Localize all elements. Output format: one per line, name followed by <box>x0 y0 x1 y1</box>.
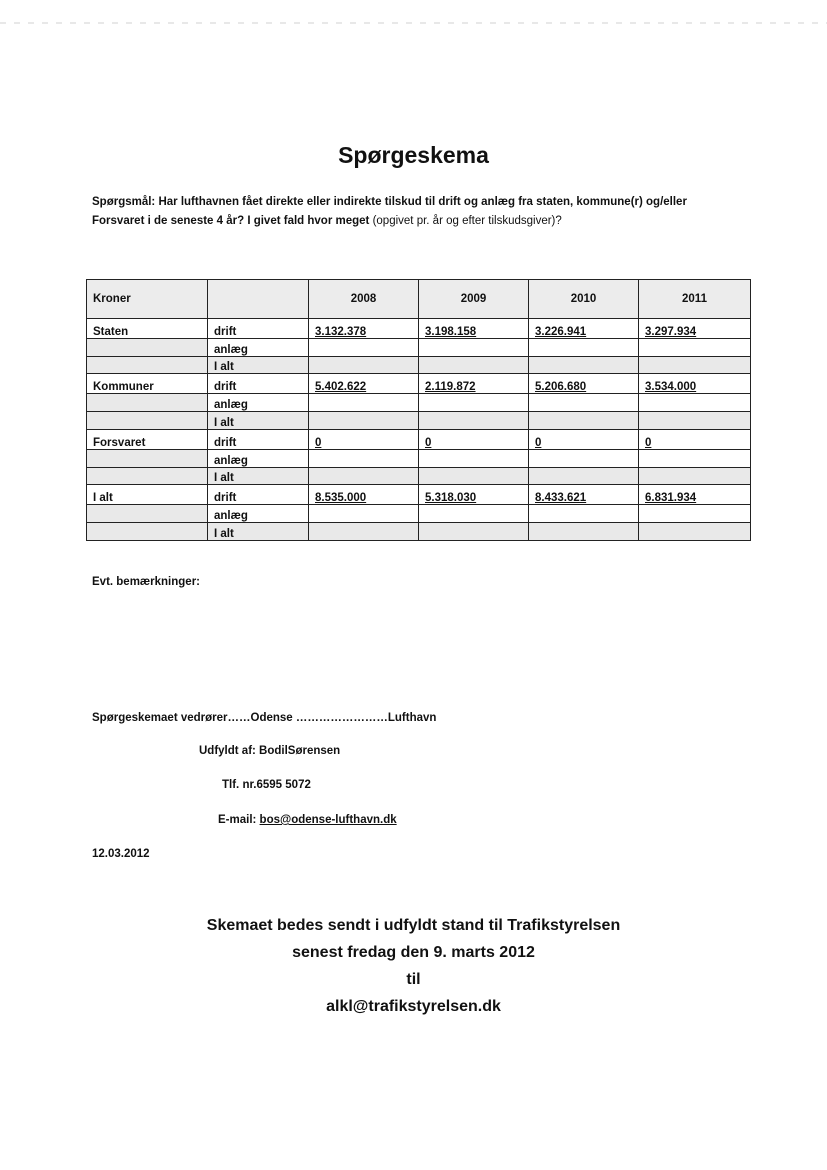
table-cell: 3.132.378 <box>309 318 419 338</box>
page-title: Spørgeskema <box>338 142 489 168</box>
table-row <box>87 338 751 356</box>
footer-email: alkl@trafikstyrelsen.dk <box>326 998 501 1015</box>
row-group-label: I alt <box>87 485 208 505</box>
table-cell: 3.226.941 <box>529 318 639 338</box>
table-cell <box>529 412 639 430</box>
table-cell <box>309 449 419 467</box>
row-type-label: I alt <box>208 523 309 541</box>
table-cell: 5.206.680 <box>529 374 639 394</box>
table-row <box>87 449 751 467</box>
table-cell <box>529 523 639 541</box>
table-cell <box>639 412 751 430</box>
table-header-row <box>87 280 751 319</box>
row-type-label: drift <box>208 429 309 449</box>
header-blank <box>208 280 309 319</box>
table-cell <box>419 467 529 485</box>
row-type-label: anlæg <box>208 449 309 467</box>
table-row <box>87 467 751 485</box>
table-cell <box>309 505 419 523</box>
remarks-label: Evt. bemærkninger: <box>92 576 200 588</box>
table-cell <box>419 394 529 412</box>
table-cell <box>419 356 529 374</box>
table-cell <box>419 505 529 523</box>
row-group-label: Staten <box>87 318 208 338</box>
table-cell <box>309 356 419 374</box>
row-type-label: drift <box>208 485 309 505</box>
row-group-label <box>87 449 208 467</box>
table-row <box>87 374 751 394</box>
footer-line-3: til <box>406 971 421 988</box>
table-cell: 5.402.622 <box>309 374 419 394</box>
question-bold: Spørgsmål: Har lufthavnen fået direkte eller indirekte tilskud til drift og anlæg fra staten, kommune(r) og/eller Forsvaret i de seneste 4 år? I givet fald hvor meget <box>92 196 687 227</box>
table-cell: 2.119.872 <box>419 374 529 394</box>
table-row <box>87 318 751 338</box>
table-cell: 3.198.158 <box>419 318 529 338</box>
table-cell <box>309 394 419 412</box>
table-cell: 8.535.000 <box>309 485 419 505</box>
email-link[interactable]: bos@odense-lufthavn.dk <box>259 814 397 826</box>
row-type-label: anlæg <box>208 338 309 356</box>
header-year: 2011 <box>639 280 751 319</box>
row-group-label <box>87 394 208 412</box>
row-group-label <box>87 523 208 541</box>
table-cell <box>529 338 639 356</box>
question-text <box>92 193 732 231</box>
concerning-line: Spørgeskemaet vedrører……Odense ……………………Lufthavn <box>92 712 437 724</box>
table-row <box>87 412 751 430</box>
row-type-label: I alt <box>208 467 309 485</box>
table-cell: 0 <box>639 429 751 449</box>
table-row <box>87 356 751 374</box>
row-group-label <box>87 356 208 374</box>
row-type-label: drift <box>208 318 309 338</box>
email-label: E-mail: <box>218 814 260 826</box>
table-row <box>87 394 751 412</box>
row-group-label <box>87 467 208 485</box>
table-cell: 0 <box>419 429 529 449</box>
row-group-label <box>87 505 208 523</box>
table-cell <box>529 505 639 523</box>
table-cell <box>419 412 529 430</box>
table-cell: 5.318.030 <box>419 485 529 505</box>
date: 12.03.2012 <box>92 848 150 860</box>
table-cell <box>419 449 529 467</box>
table-cell <box>639 505 751 523</box>
phone-number: Tlf. nr.6595 5072 <box>222 779 311 791</box>
table-row <box>87 505 751 523</box>
row-type-label: I alt <box>208 412 309 430</box>
row-type-label: drift <box>208 374 309 394</box>
table-cell <box>639 523 751 541</box>
table-row <box>87 523 751 541</box>
subsidy-table-body <box>87 280 751 541</box>
table-cell <box>309 523 419 541</box>
header-kroner: Kroner <box>87 280 208 319</box>
table-cell <box>639 356 751 374</box>
header-year: 2009 <box>419 280 529 319</box>
row-type-label: anlæg <box>208 394 309 412</box>
table-cell <box>419 523 529 541</box>
table-cell: 0 <box>529 429 639 449</box>
table-cell: 3.534.000 <box>639 374 751 394</box>
table-cell <box>529 356 639 374</box>
table-cell <box>639 338 751 356</box>
header-year: 2010 <box>529 280 639 319</box>
header-year: 2008 <box>309 280 419 319</box>
subsidy-table <box>86 279 751 541</box>
table-cell: 8.433.621 <box>529 485 639 505</box>
table-cell: 0 <box>309 429 419 449</box>
table-cell <box>529 467 639 485</box>
table-cell <box>529 394 639 412</box>
row-type-label: I alt <box>208 356 309 374</box>
table-cell <box>639 449 751 467</box>
table-cell: 6.831.934 <box>639 485 751 505</box>
table-cell <box>309 412 419 430</box>
row-group-label <box>87 412 208 430</box>
table-cell <box>639 467 751 485</box>
email-line <box>218 814 397 826</box>
row-group-label: Forsvaret <box>87 429 208 449</box>
table-row <box>87 485 751 505</box>
table-cell <box>639 394 751 412</box>
table-cell <box>309 467 419 485</box>
footer-line-1: Skemaet bedes sendt i udfyldt stand til Trafikstyrelsen <box>206 917 621 934</box>
table-cell <box>529 449 639 467</box>
footer-instructions <box>0 912 827 1020</box>
table-cell <box>309 338 419 356</box>
row-group-label <box>87 338 208 356</box>
filled-by: Udfyldt af: BodilSørensen <box>199 745 341 757</box>
table-cell: 3.297.934 <box>639 318 751 338</box>
table-cell <box>419 338 529 356</box>
row-type-label: anlæg <box>208 505 309 523</box>
row-group-label: Kommuner <box>87 374 208 394</box>
scan-artifact-line <box>0 22 827 24</box>
table-row <box>87 429 751 449</box>
footer-line-2: senest fredag den 9. marts 2012 <box>292 944 535 961</box>
question-normal: (opgivet pr. år og efter tilskudsgiver)? <box>369 215 562 227</box>
